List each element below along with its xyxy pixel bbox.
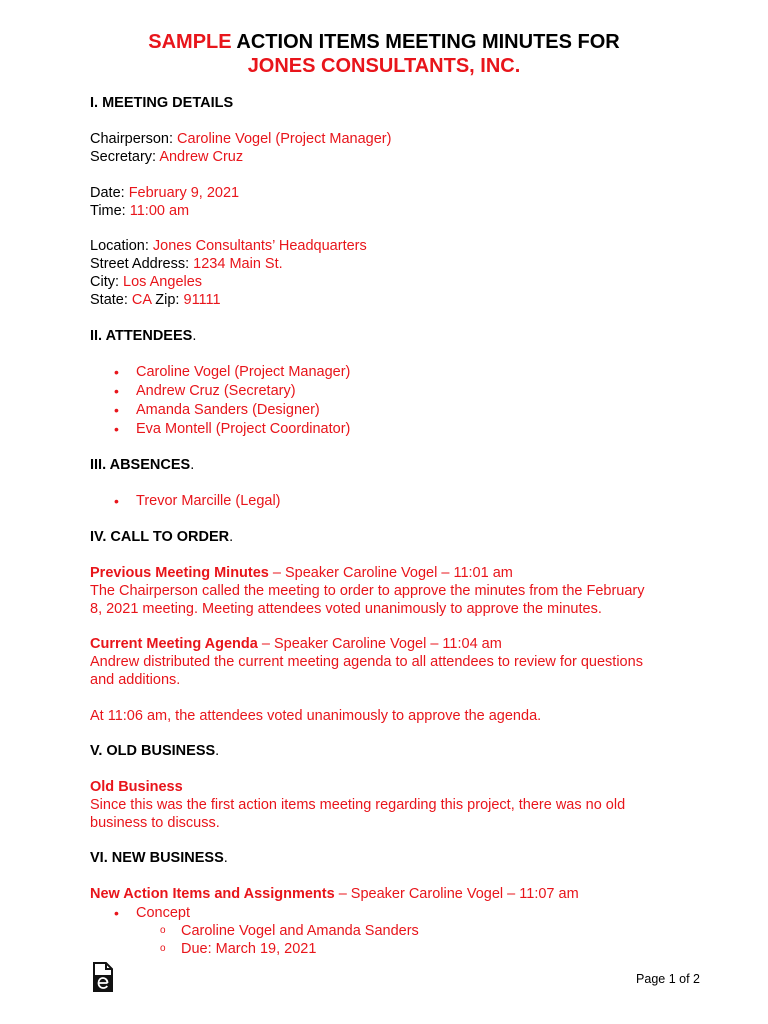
new-action-sub-item: Due: March 19, 2021 — [181, 941, 317, 957]
old-business-text-2: business to discuss. — [90, 815, 220, 831]
attendee-item: Andrew Cruz (Secretary) — [136, 383, 296, 399]
new-action-items-meta: – Speaker Caroline Vogel – 11:07 am — [334, 886, 579, 902]
current-agenda-text-1: Andrew distributed the current meeting agenda to all attendees to review for questions — [90, 654, 643, 670]
new-action-items-title: New Action Items and Assignments — [90, 886, 335, 902]
section-heading-meeting-details: I. MEETING DETAILS — [90, 95, 234, 111]
bullet-icon: • — [114, 402, 119, 418]
old-business-title: Old Business — [90, 779, 183, 795]
time-label: Time: — [90, 203, 130, 219]
title-main-text: ACTION ITEMS MEETING MINUTES FOR — [231, 31, 620, 53]
state-zip-row — [90, 291, 221, 309]
chairperson-value: Caroline Vogel (Project Manager) — [177, 131, 392, 147]
zip-value: 91111 — [183, 292, 221, 308]
agenda-approval-text: At 11:06 am, the attendees voted unanimously to approve the agenda. — [90, 708, 542, 724]
current-agenda-text-2: and additions. — [90, 672, 181, 688]
title-sample-word: SAMPLE — [148, 31, 232, 53]
new-action-items-heading — [90, 885, 579, 903]
city-value: Los Angeles — [123, 274, 203, 290]
new-action-item: Concept — [136, 905, 191, 921]
city-row — [90, 273, 202, 291]
document-title-line-1 — [0, 30, 768, 54]
street-label: Street Address: — [90, 256, 194, 272]
previous-minutes-title: Previous Meeting Minutes — [90, 565, 269, 581]
location-row — [90, 237, 367, 255]
city-label: City: — [90, 274, 124, 290]
bullet-icon: • — [114, 364, 119, 380]
chairperson-row — [90, 130, 391, 148]
section-heading-absences: III. ABSENCES. — [90, 457, 195, 473]
bullet-icon: • — [114, 905, 119, 921]
old-business-text-1: Since this was the first action items meeting regarding this project, there was no old — [90, 797, 626, 813]
state-label: State: — [90, 292, 132, 308]
section-heading-new-business: VI. NEW BUSINESS. — [90, 850, 228, 866]
section-heading-attendees: II. ATTENDEES. — [90, 328, 197, 344]
time-row — [90, 202, 189, 220]
new-action-sub-item: Caroline Vogel and Amanda Sanders — [181, 923, 419, 939]
location-value: Jones Consultants’ Headquarters — [152, 238, 367, 254]
bullet-icon: • — [114, 421, 119, 437]
document-title-line-2: JONES CONSULTANTS, INC. — [247, 55, 521, 77]
call-to-order-heading-text: IV. CALL TO ORDER — [90, 529, 230, 545]
secretary-label: Secretary: — [90, 149, 160, 165]
bullet-icon: • — [114, 493, 119, 509]
previous-minutes-text-1: The Chairperson called the meeting to order to approve the minutes from the February — [90, 583, 645, 599]
sub-bullet-icon: o — [160, 925, 166, 936]
state-value: CA — [131, 292, 152, 308]
time-value: 11:00 am — [129, 203, 190, 219]
secretary-row — [90, 148, 243, 166]
old-business-heading-text: V. OLD BUSINESS — [90, 743, 216, 759]
current-agenda-heading — [90, 635, 502, 653]
current-agenda-title: Current Meeting Agenda — [90, 636, 258, 652]
sub-bullet-icon: o — [160, 943, 166, 954]
document-logo-icon — [92, 962, 114, 992]
secretary-value: Andrew Cruz — [159, 149, 244, 165]
previous-minutes-heading — [90, 564, 513, 582]
new-business-heading-text: VI. NEW BUSINESS — [90, 850, 224, 866]
street-row — [90, 255, 283, 273]
page-number: Page 1 of 2 — [636, 972, 700, 986]
previous-minutes-meta: – Speaker Caroline Vogel – 11:01 am — [268, 565, 513, 581]
section-heading-call-to-order: IV. CALL TO ORDER. — [90, 529, 234, 545]
bullet-icon: • — [114, 383, 119, 399]
attendee-item: Caroline Vogel (Project Manager) — [136, 364, 351, 380]
street-value: 1234 Main St. — [193, 256, 283, 272]
attendees-heading-text: II. ATTENDEES — [90, 328, 193, 344]
absences-heading-text: III. ABSENCES — [90, 457, 191, 473]
current-agenda-meta: – Speaker Caroline Vogel – 11:04 am — [257, 636, 502, 652]
section-heading-old-business: V. OLD BUSINESS. — [90, 743, 220, 759]
chairperson-label: Chairperson: — [90, 131, 178, 147]
attendee-item: Eva Montell (Project Coordinator) — [136, 421, 351, 437]
date-label: Date: — [90, 185, 129, 201]
date-row — [90, 184, 239, 202]
location-label: Location: — [90, 238, 153, 254]
previous-minutes-text-2: 8, 2021 meeting. Meeting attendees voted unanimously to approve the minutes. — [90, 601, 602, 617]
date-value: February 9, 2021 — [128, 185, 240, 201]
attendee-item: Amanda Sanders (Designer) — [136, 402, 320, 418]
absence-item: Trevor Marcille (Legal) — [136, 493, 281, 509]
zip-label: Zip: — [151, 292, 184, 308]
